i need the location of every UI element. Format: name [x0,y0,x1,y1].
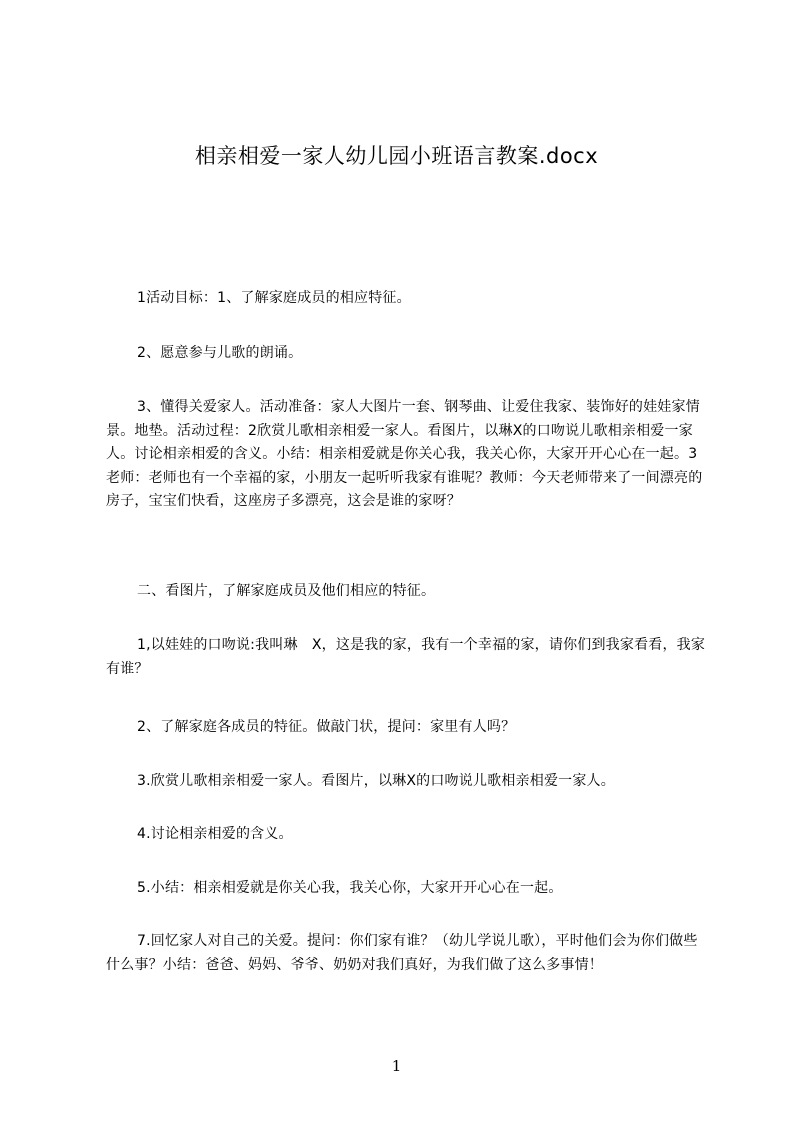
paragraph-willing-recite: 2、愿意参与儿歌的朗诵。 [137,345,303,361]
paragraph-family-features: 2、了解家庭各成员的特征。做敲门状，提问：家里有人吗？ [137,719,516,735]
page-number: 1 [391,1057,402,1075]
paragraph-enjoy-rhyme: 3.欣赏儿歌相亲相爱一家人。看图片，以琳X的口吻说儿歌相亲相爱一家人。 [137,773,615,789]
paragraph-activity-goal: 1活动目标：1、了解家庭成员的相应特征。 [137,290,411,306]
paragraph-doll-voice: 1,以娃娃的口吻说:我叫琳 X，这是我的家，我有一个幸福的家，请你们到我家看看，我家有谁？ [106,637,706,677]
paragraph-care-family: 3、懂得关爱家人。活动准备：家人大图片一套、钢琴曲、让爱住我家、装饰好的娃娃家情景。地垫。活动过程：2欣赏儿歌相亲相爱一家人。看图片，以琳X的口吻说儿歌相亲相爱一家人。讨论相亲相爱的含义。小结：相亲相爱就是你关心我，我关心你，大家开开心心在一起。3老师：老师也有一个幸福的家，小朋友一起听听我家有谁呢？教师：今天老师带来了一间漂亮的房子，宝宝们快看，这座房子多漂亮，这会是谁的家呀？ [106,399,703,509]
paragraph-look-pictures: 二、看图片，了解家庭成员及他们相应的特征。 [137,583,436,599]
paragraph-summary: 5.小结：相亲相爱就是你关心我，我关心你，大家开开心心在一起。 [137,880,563,896]
paragraph-recall-care: 7.回忆家人对自己的关爱。提问：你们家有谁？（幼儿学说儿歌），平时他们会为你们做些什么事？小结：爸爸、妈妈、爷爷、奶奶对我们真好，为我们做了这么多事情！ [106,933,698,973]
document-title: 相亲相爱一家人幼儿园小班语言教案.docx [194,144,599,168]
paragraph-discuss-meaning: 4.讨论相亲相爱的含义。 [137,826,293,842]
